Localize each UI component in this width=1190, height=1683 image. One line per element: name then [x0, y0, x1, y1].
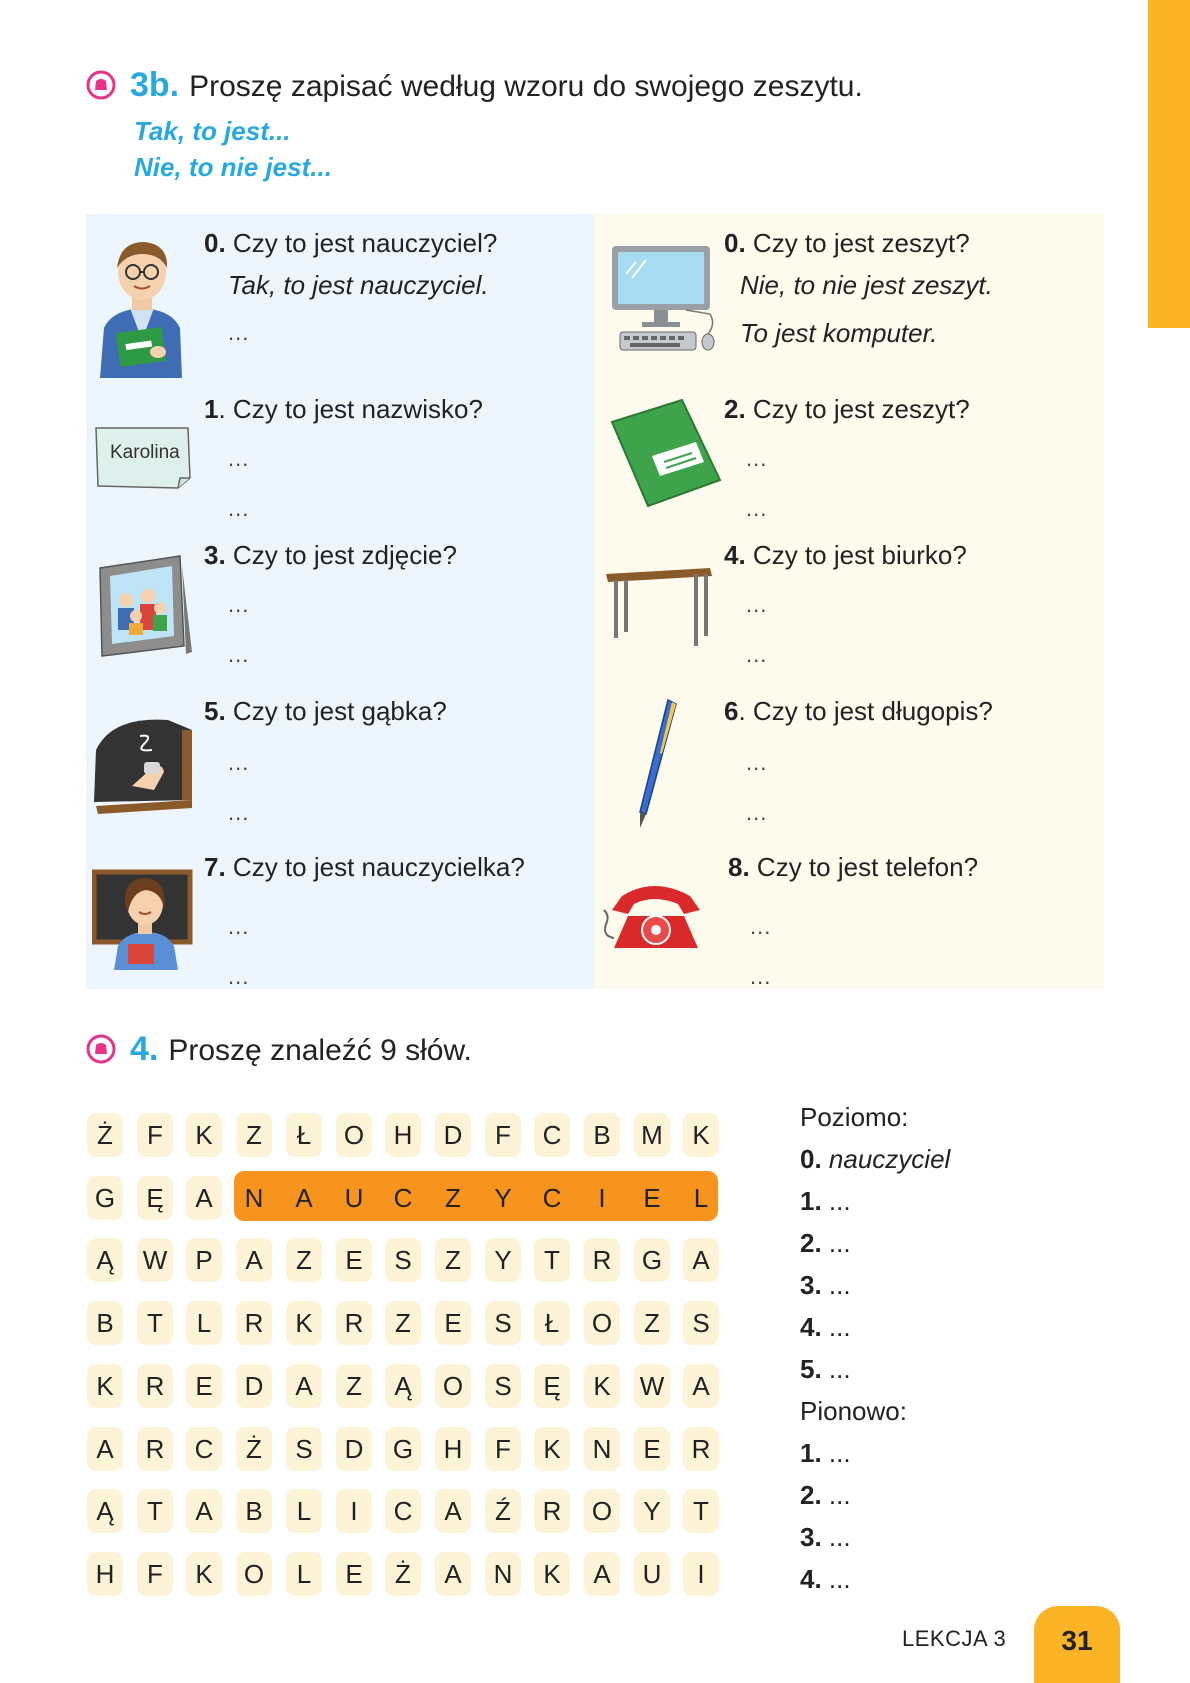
grid-cell[interactable]: S	[485, 1364, 521, 1408]
grid-cell[interactable]: G	[634, 1238, 670, 1282]
name-card-icon	[94, 426, 190, 486]
side-color-tab	[1148, 0, 1190, 328]
grid-cell[interactable]: T	[683, 1489, 719, 1533]
grid-cell[interactable]: C	[385, 1489, 421, 1533]
grid-cell[interactable]: R	[236, 1301, 272, 1345]
notebook-icon	[608, 398, 726, 508]
grid-cell[interactable]: Ż	[87, 1113, 123, 1157]
grid-cell[interactable]: A	[236, 1238, 272, 1282]
grid-cell[interactable]: F	[137, 1552, 173, 1596]
grid-cell[interactable]: F	[137, 1113, 173, 1157]
grid-cell[interactable]: R	[683, 1427, 719, 1471]
name-card-text: Karolina	[110, 442, 180, 463]
grid-cell[interactable]: D	[435, 1113, 471, 1157]
grid-cell[interactable]: N	[584, 1427, 620, 1471]
grid-cell[interactable]: W	[634, 1364, 670, 1408]
grid-cell[interactable]: U	[634, 1552, 670, 1596]
question-2: 2. Czy to jest zeszyt?	[724, 394, 970, 424]
grid-cell[interactable]: L	[186, 1301, 222, 1345]
grid-cell[interactable]: O	[336, 1113, 372, 1157]
grid-cell[interactable]: K	[534, 1427, 570, 1471]
grid-cell[interactable]: C	[393, 1183, 413, 1213]
grid-cell[interactable]: F	[485, 1427, 521, 1471]
answer-1-2: ...	[228, 496, 250, 521]
photo-frame-icon	[96, 552, 196, 660]
grid-cell[interactable]: B	[87, 1301, 123, 1345]
grid-cell[interactable]: A	[683, 1364, 719, 1408]
answer-6-1: ...	[746, 750, 768, 775]
grid-cell[interactable]: C	[186, 1427, 222, 1471]
answer-6-2: ...	[746, 800, 768, 825]
grid-cell[interactable]: K	[186, 1552, 222, 1596]
grid-cell[interactable]: R	[137, 1427, 173, 1471]
grid-cell[interactable]: H	[435, 1427, 471, 1471]
grid-cell[interactable]: Ż	[236, 1427, 272, 1471]
horizontal-item: 4. ...	[800, 1312, 851, 1342]
page-number: 31	[1034, 1606, 1120, 1683]
grid-cell[interactable]: O	[584, 1489, 620, 1533]
grid-cell[interactable]: Z	[435, 1238, 471, 1282]
vertical-label: Pionowo:	[800, 1396, 907, 1426]
grid-cell[interactable]: Ą	[87, 1238, 123, 1282]
grid-cell[interactable]: Y	[494, 1183, 512, 1213]
question-0-right: 0. Czy to jest zeszyt?	[724, 228, 970, 258]
exercise-3b-header	[86, 66, 863, 105]
grid-cell[interactable]: E	[336, 1552, 372, 1596]
grid-cell[interactable]: Y	[634, 1489, 670, 1533]
grid-cell[interactable]: Ę	[137, 1176, 173, 1220]
answer-0-left-2: ...	[228, 320, 250, 345]
horizontal-item: 1. ...	[800, 1186, 851, 1216]
vertical-item: 1. ...	[800, 1438, 851, 1468]
grid-cell[interactable]: A	[584, 1552, 620, 1596]
grid-cell[interactable]: B	[236, 1489, 272, 1533]
exercise-number: 4.	[130, 1030, 159, 1068]
grid-cell[interactable]: K	[534, 1552, 570, 1596]
grid-cell[interactable]: I	[598, 1183, 606, 1213]
grid-cell[interactable]: P	[186, 1238, 222, 1282]
grid-cell[interactable]: S	[485, 1301, 521, 1345]
grid-cell[interactable]: Ł	[534, 1301, 570, 1345]
horizontal-item: 3. ...	[800, 1270, 851, 1300]
question-4: 4. Czy to jest biurko?	[724, 540, 967, 570]
grid-cell[interactable]: Ż	[385, 1552, 421, 1596]
grid-cell[interactable]: L	[693, 1183, 709, 1213]
grid-cell[interactable]: H	[385, 1113, 421, 1157]
grid-cell[interactable]: O	[236, 1552, 272, 1596]
writing-hand-icon	[86, 1034, 116, 1064]
grid-cell[interactable]: A	[295, 1183, 313, 1213]
grid-cell[interactable]: T	[137, 1301, 173, 1345]
grid-cell[interactable]: S	[385, 1238, 421, 1282]
grid-cell[interactable]: R	[534, 1489, 570, 1533]
grid-cell[interactable]: Z	[634, 1301, 670, 1345]
horizontal-item: 2. ...	[800, 1228, 851, 1258]
sponge-board-icon	[92, 710, 196, 816]
teacher-icon	[92, 228, 192, 384]
grid-cell[interactable]: A	[435, 1489, 471, 1533]
horizontal-item: 0. nauczyciel	[800, 1144, 951, 1174]
grid-cell[interactable]: E	[643, 1183, 661, 1213]
answer-5-1: ...	[228, 750, 250, 775]
answer-3-1: ...	[228, 592, 250, 617]
grid-cell[interactable]: Ą	[385, 1364, 421, 1408]
grid-cell[interactable]: N	[244, 1183, 264, 1213]
pattern-no: Nie, to nie jest...	[134, 152, 332, 182]
answer-0-right-1: Nie, to nie jest zeszyt.	[740, 270, 993, 300]
answer-2-2: ...	[746, 496, 768, 521]
vertical-item: 4. ...	[800, 1564, 851, 1594]
grid-cell[interactable]: N	[485, 1552, 521, 1596]
desk-icon	[604, 566, 716, 652]
grid-cell[interactable]: Ą	[87, 1489, 123, 1533]
grid-cell[interactable]: A	[186, 1176, 222, 1220]
question-3: 3. Czy to jest zdjęcie?	[204, 540, 457, 570]
grid-cell[interactable]: Ę	[534, 1364, 570, 1408]
grid-cell[interactable]: S	[683, 1301, 719, 1345]
grid-cell[interactable]: A	[683, 1238, 719, 1282]
female-teacher-icon	[92, 862, 198, 972]
grid-cell[interactable]: L	[286, 1489, 322, 1533]
answer-8-1: ...	[750, 914, 772, 939]
grid-cell[interactable]: K	[87, 1364, 123, 1408]
grid-cell[interactable]: Z	[236, 1113, 272, 1157]
grid-cell[interactable]: Z	[286, 1238, 322, 1282]
writing-hand-icon	[86, 70, 116, 100]
grid-cell[interactable]: K	[584, 1364, 620, 1408]
grid-cell[interactable]: A	[286, 1364, 322, 1408]
grid-cell[interactable]: Z	[336, 1364, 372, 1408]
grid-cell[interactable]: O	[584, 1301, 620, 1345]
grid-cell[interactable]: R	[137, 1364, 173, 1408]
exercise-4-header	[86, 1030, 472, 1069]
grid-cell[interactable]: I	[336, 1489, 372, 1533]
grid-cell[interactable]: M	[634, 1113, 670, 1157]
exercise-instruction: Proszę zapisać według wzoru do swojego zeszytu.	[189, 70, 863, 103]
answer-1-1: ...	[228, 446, 250, 471]
grid-cell[interactable]: R	[336, 1301, 372, 1345]
pen-icon	[632, 696, 682, 830]
grid-cell[interactable]: A	[435, 1552, 471, 1596]
question-0-left: 0. Czy to jest nauczyciel?	[204, 228, 498, 258]
phone-icon	[602, 876, 708, 952]
grid-cell[interactable]: C	[534, 1113, 570, 1157]
grid-cell[interactable]: U	[344, 1183, 364, 1213]
grid-cell[interactable]: E	[634, 1427, 670, 1471]
question-7: 7. Czy to jest nauczycielka?	[204, 852, 525, 882]
horizontal-item: 5. ...	[800, 1354, 851, 1384]
grid-cell[interactable]: C	[542, 1183, 562, 1213]
grid-cell[interactable]: A	[186, 1489, 222, 1533]
grid-cell[interactable]: E	[336, 1238, 372, 1282]
grid-cell[interactable]: D	[236, 1364, 272, 1408]
grid-cell[interactable]: Z	[385, 1301, 421, 1345]
grid-cell[interactable]: F	[485, 1113, 521, 1157]
question-6: 6. Czy to jest długopis?	[724, 696, 993, 726]
exercise-instruction: Proszę znaleźć 9 słów.	[168, 1034, 472, 1067]
grid-cell[interactable]: E	[186, 1364, 222, 1408]
horizontal-label: Poziomo:	[800, 1102, 909, 1132]
question-8: 8. Czy to jest telefon?	[728, 852, 979, 882]
answer-7-1: ...	[228, 914, 250, 939]
grid-cell[interactable]: G	[87, 1176, 123, 1220]
grid-cell[interactable]: Ź	[485, 1489, 521, 1533]
grid-cell[interactable]: E	[435, 1301, 471, 1345]
grid-cell[interactable]: W	[137, 1238, 173, 1282]
answer-4-1: ...	[746, 592, 768, 617]
answer-5-2: ...	[228, 800, 250, 825]
computer-icon	[606, 244, 722, 354]
grid-cell[interactable]: S	[286, 1427, 322, 1471]
grid-cell[interactable]: A	[87, 1427, 123, 1471]
grid-cell[interactable]: T	[534, 1238, 570, 1282]
question-5: 5. Czy to jest gąbka?	[204, 696, 447, 726]
answer-0-left-1: Tak, to jest nauczyciel.	[228, 270, 489, 300]
exercise-number: 3b.	[130, 66, 180, 104]
answer-7-2: ...	[228, 964, 250, 989]
answer-4-2: ...	[746, 642, 768, 667]
pattern-yes: Tak, to jest...	[134, 116, 291, 146]
vertical-item: 2. ...	[800, 1480, 851, 1510]
grid-cell[interactable]: Ł	[286, 1113, 322, 1157]
grid-cell[interactable]: K	[286, 1301, 322, 1345]
grid-cell[interactable]: L	[286, 1552, 322, 1596]
grid-cell[interactable]: T	[137, 1489, 173, 1533]
grid-cell[interactable]: I	[683, 1552, 719, 1596]
grid-cell[interactable]: B	[584, 1113, 620, 1157]
grid-cell[interactable]: K	[186, 1113, 222, 1157]
question-1: 1. Czy to jest nazwisko?	[204, 394, 483, 424]
grid-cell[interactable]: O	[435, 1364, 471, 1408]
lesson-label: LEKCJA 3	[902, 1626, 1007, 1651]
grid-cell[interactable]: R	[584, 1238, 620, 1282]
vertical-item: 3. ...	[800, 1522, 851, 1552]
grid-cell[interactable]: K	[683, 1113, 719, 1157]
grid-cell[interactable]: Z	[445, 1183, 461, 1213]
answer-3-2: ...	[228, 642, 250, 667]
grid-cell[interactable]: Y	[485, 1238, 521, 1282]
grid-cell[interactable]: H	[87, 1552, 123, 1596]
grid-cell[interactable]: G	[385, 1427, 421, 1471]
answer-2-1: ...	[746, 446, 768, 471]
answer-8-2: ...	[750, 964, 772, 989]
answer-0-right-2: To jest komputer.	[740, 318, 938, 348]
grid-cell[interactable]: D	[336, 1427, 372, 1471]
